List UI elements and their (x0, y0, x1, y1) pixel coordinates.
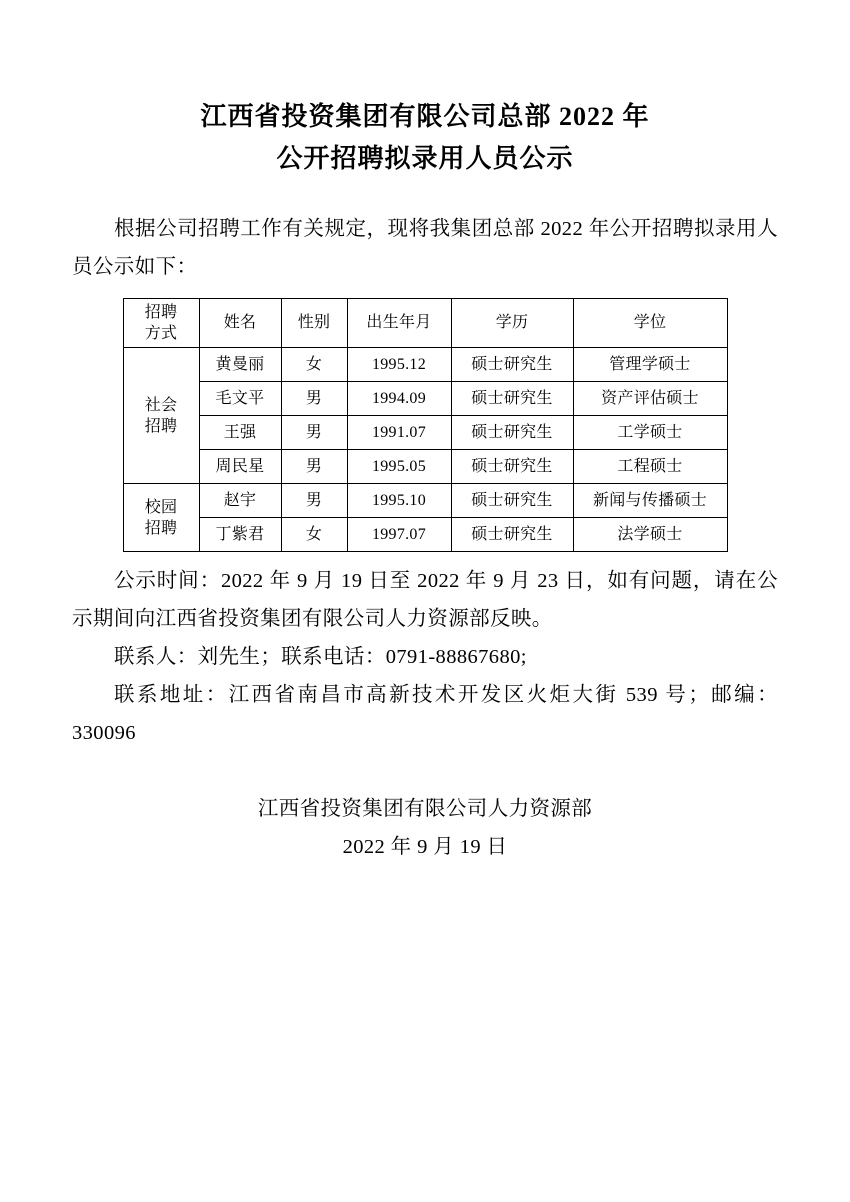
cell-education: 硕士研究生 (451, 348, 573, 382)
column-header-degree: 学位 (573, 299, 727, 348)
cell-birth: 1994.09 (347, 382, 451, 416)
table-header (123, 299, 727, 348)
page-title-line-2: 公开招聘拟录用人员公示 (276, 144, 574, 173)
table-header-row (123, 299, 727, 348)
group-label-campus-line-2: 招聘 (144, 519, 178, 537)
table-body (123, 348, 727, 552)
contact-person-paragraph: 联系人：刘先生；联系电话：0791-88867680; (114, 646, 527, 668)
cell-name: 周民星 (199, 450, 281, 484)
cell-sex: 女 (281, 348, 347, 382)
cell-birth: 1995.10 (347, 484, 451, 518)
cell-name: 王强 (199, 416, 281, 450)
cell-education: 硕士研究生 (451, 518, 573, 552)
table-row (123, 382, 727, 416)
notice-paragraph: 公示时间：2022 年 9 月 19 日至 2022 年 9 月 23 日，如有问题，请在公示期间向江西省投资集团有限公司人力资源部反映。 (72, 570, 778, 630)
candidates-table (123, 298, 728, 552)
contact-address-paragraph: 联系地址：江西省南昌市高新技术开发区火炬大街 539 号；邮编：330096 (72, 684, 778, 744)
table-row (123, 518, 727, 552)
cell-birth: 1995.05 (347, 450, 451, 484)
group-label-social-line-1: 社会 (144, 396, 178, 414)
cell-degree: 法学硕士 (573, 518, 727, 552)
cell-sex: 男 (281, 382, 347, 416)
cell-education: 硕士研究生 (451, 382, 573, 416)
intro-paragraph: 根据公司招聘工作有关规定，现将我集团总部 2022 年公开招聘拟录用人员公示如下： (72, 218, 778, 278)
cell-birth: 1997.07 (347, 518, 451, 552)
cell-sex: 男 (281, 484, 347, 518)
cell-degree: 工学硕士 (573, 416, 727, 450)
cell-education: 硕士研究生 (451, 416, 573, 450)
footer-signature: 江西省投资集团有限公司人力资源部 (257, 798, 593, 820)
table-row (123, 484, 727, 518)
cell-degree: 资产评估硕士 (573, 382, 727, 416)
cell-education: 硕士研究生 (451, 484, 573, 518)
cell-name: 毛文平 (199, 382, 281, 416)
column-header-sex: 性别 (281, 299, 347, 348)
table-row (123, 450, 727, 484)
cell-degree: 工程硕士 (573, 450, 727, 484)
cell-sex: 男 (281, 416, 347, 450)
cell-birth: 1995.12 (347, 348, 451, 382)
group-label-campus-line-1: 校园 (144, 498, 178, 516)
cell-name: 赵宇 (199, 484, 281, 518)
column-header-recruit-type-line-2: 方式 (144, 325, 178, 342)
column-header-recruit-type (123, 299, 199, 348)
cell-sex: 男 (281, 450, 347, 484)
page-title-line-1: 江西省投资集团有限公司总部 2022 年 (200, 102, 650, 131)
table-row (123, 348, 727, 382)
group-label-social-line-2: 招聘 (144, 417, 178, 435)
cell-degree: 管理学硕士 (573, 348, 727, 382)
column-header-name: 姓名 (199, 299, 281, 348)
cell-degree: 新闻与传播硕士 (573, 484, 727, 518)
cell-name: 黄曼丽 (199, 348, 281, 382)
column-header-education: 学历 (451, 299, 573, 348)
group-label-campus (123, 484, 199, 552)
column-header-birth: 出生年月 (347, 299, 451, 348)
column-header-recruit-type-line-1: 招聘 (144, 304, 178, 321)
cell-name: 丁紫君 (199, 518, 281, 552)
document-footer (72, 790, 778, 866)
cell-birth: 1991.07 (347, 416, 451, 450)
cell-education: 硕士研究生 (451, 450, 573, 484)
group-label-social (123, 348, 199, 484)
footer-date: 2022 年 9 月 19 日 (342, 836, 508, 858)
cell-sex: 女 (281, 518, 347, 552)
page-title (72, 96, 778, 180)
table-row (123, 416, 727, 450)
